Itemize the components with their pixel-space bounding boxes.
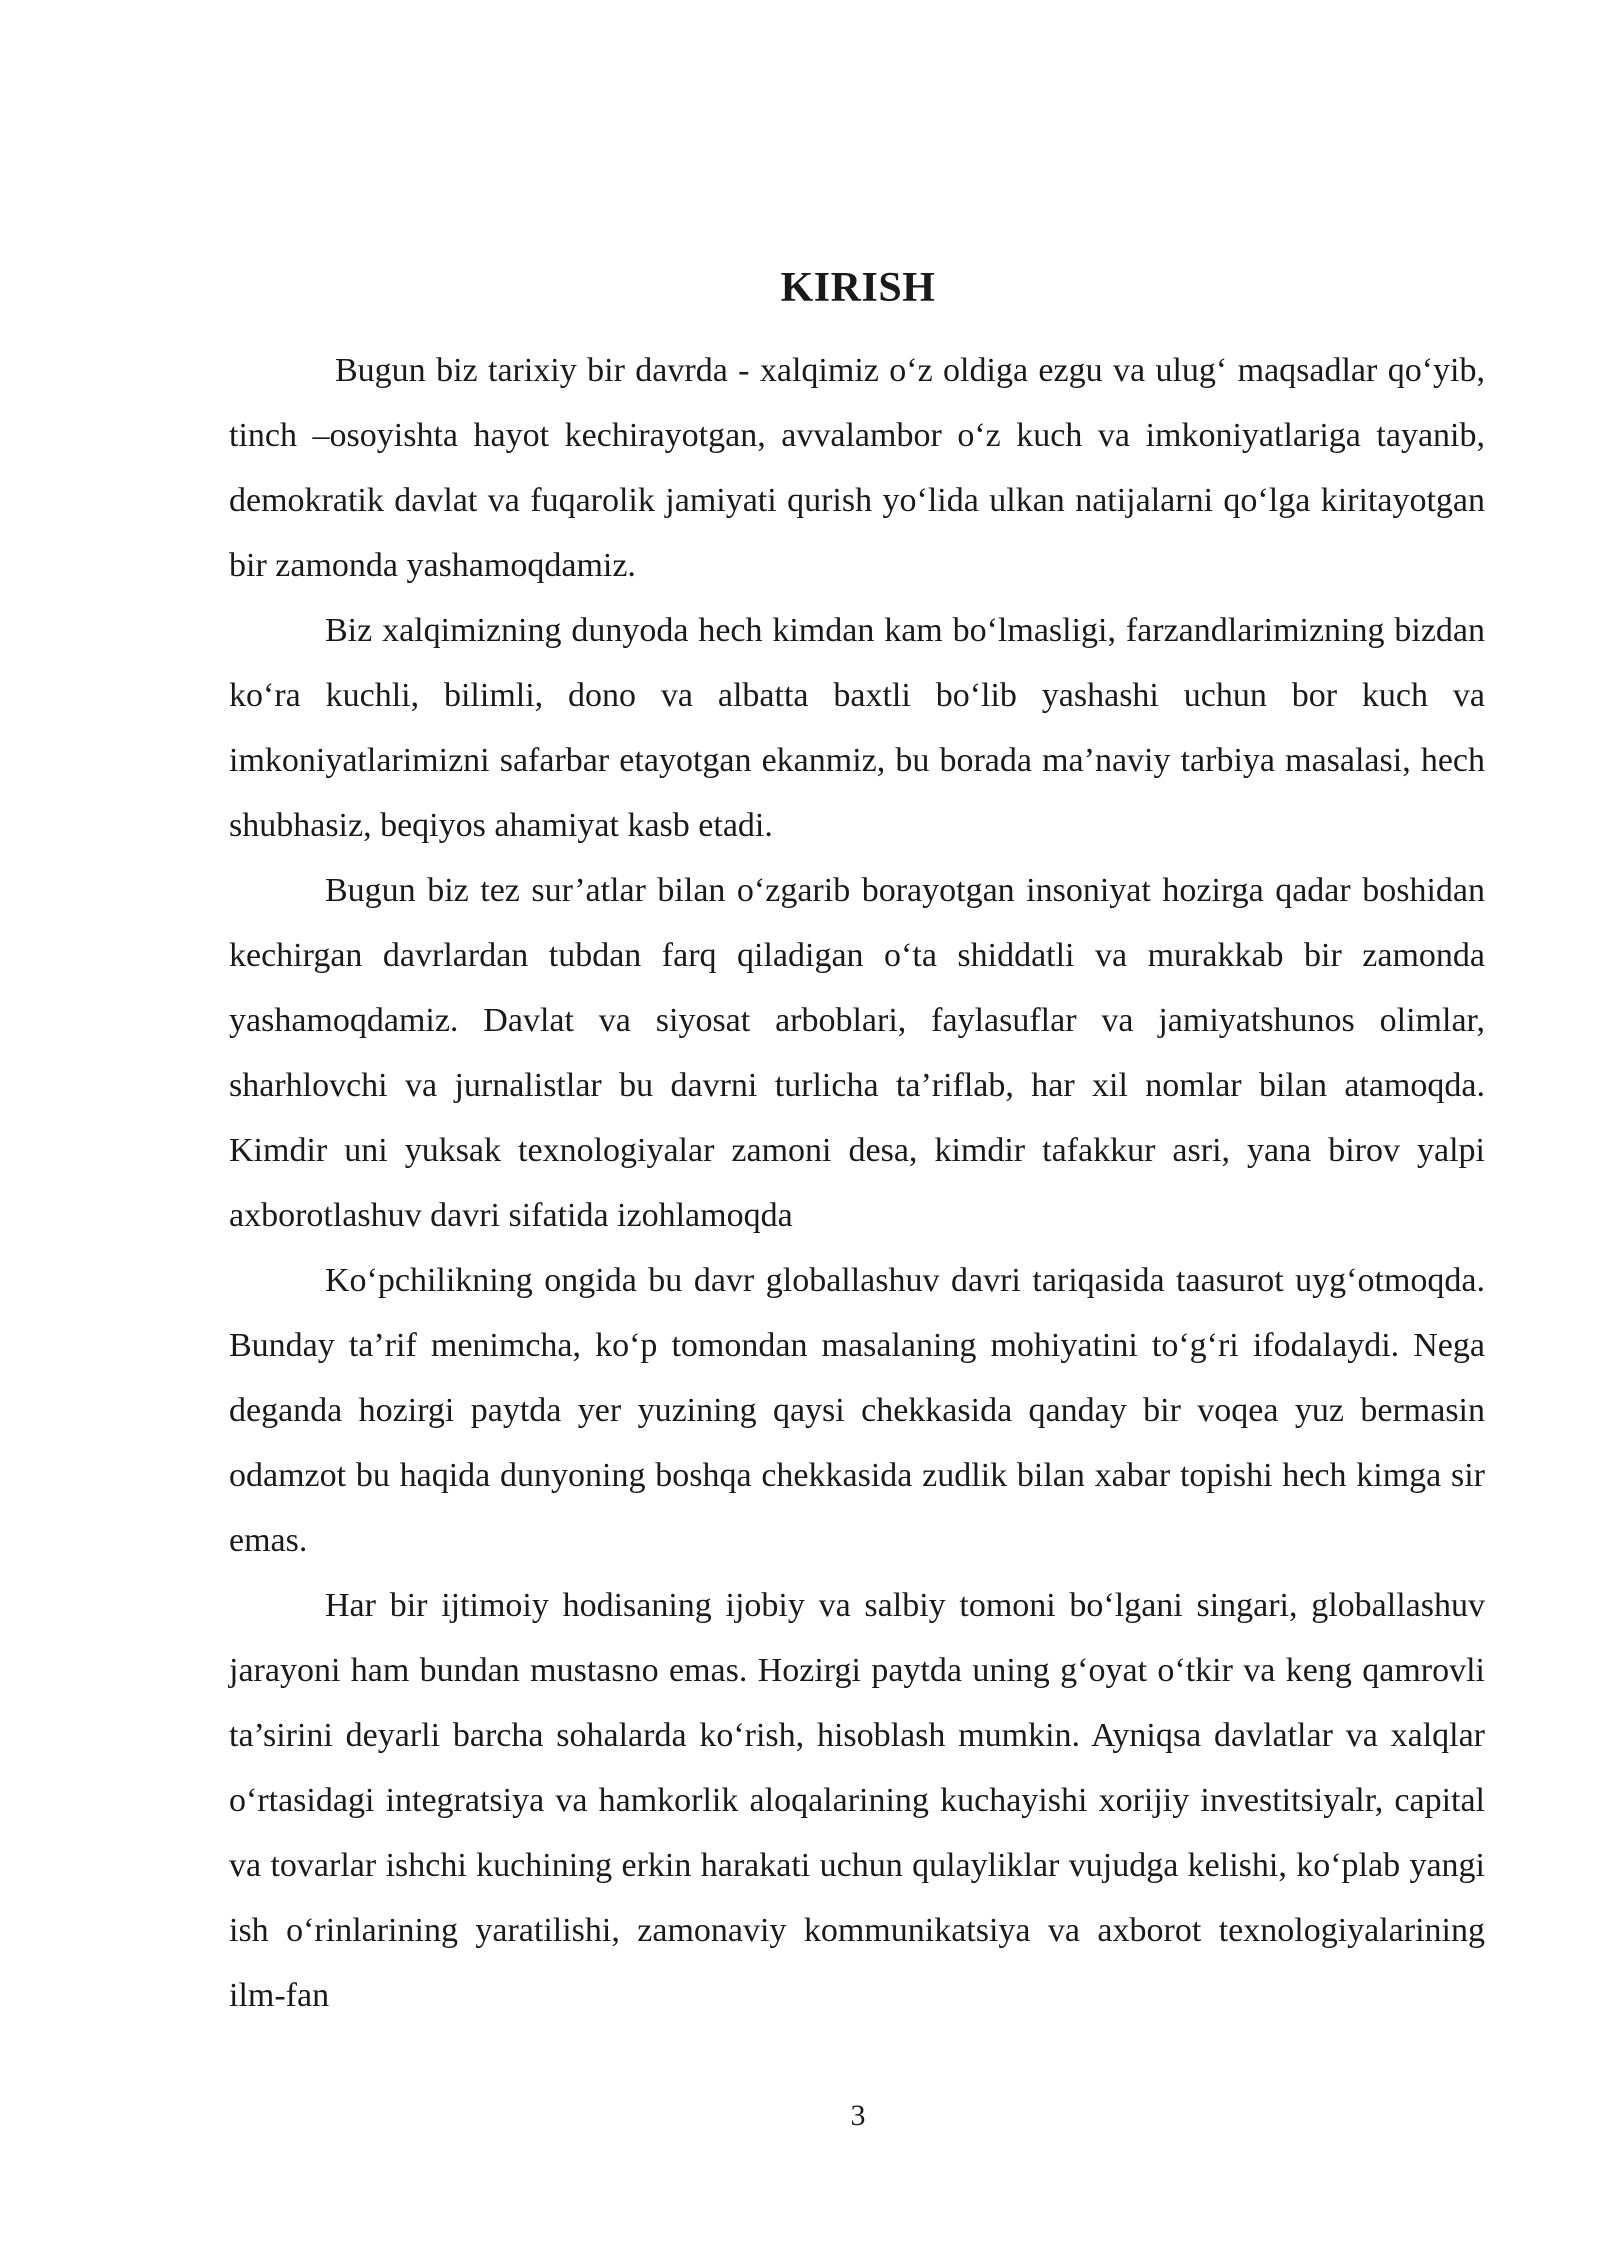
paragraph-5: Har bir ijtimoiy hodisaning ijobiy va salbiy tomoni bo‘lgani singari, globallashuv jarayoni ham bundan mustasno emas. Hozirgi paytda uning g‘oyat o‘tkir va keng qamrovli ta’sirini deyarli barcha sohalarda ko‘rish, hisoblash mumkin. Ayniqsa davlatlar va xalqlar o‘rtasidagi integratsiya va hamkorlik aloqalarining kuchayishi xorijiy investitsiyalr, capital va tovarlar ishchi kuchining erkin harakati uchun qulayliklar vujudga kelishi, ko‘plab yangi ish o‘rinlarining yaratilishi, zamonaviy kommunikatsiya va axborot texnologiyalarining ilm-fan bbox=[229, 1587, 1485, 2014]
body-text bbox=[229, 338, 1485, 2028]
paragraph-2: Biz xalqimizning dunyoda hech kimdan kam bo‘lmasligi, farzandlarimizning bizdan ko‘ra kuchli, bilimli, dono va albatta baxtli bo‘lib yashashi uchun bor kuch va imkoniyatlarimizni safarbar etayotgan ekanmiz, bu borada ma’naviy tarbiya masalasi, hech shubhasiz, beqiyos ahamiyat kasb etadi. bbox=[229, 612, 1485, 844]
paragraph-3: Bugun biz tez sur’atlar bilan o‘zgarib borayotgan insoniyat hozirga qadar boshidan kechirgan davrlardan tubdan farq qiladigan o‘ta shiddatli va murakkab bir zamonda yashamoqdamiz. Davlat va siyosat arboblari, faylasuflar va jamiyatshunos olimlar, sharhlovchi va jurnalistlar bu davrni turlicha ta’riflab, har xil nomlar bilan atamoqda. Kimdir uni yuksak texnologiyalar zamoni desa, kimdir tafakkur asri, yana birov yalpi axborotlashuv davri sifatida izohlamoqda bbox=[229, 872, 1485, 1234]
page-title: KIRISH bbox=[780, 265, 936, 311]
page-number: 3 bbox=[850, 2099, 866, 2132]
paragraph-4: Ko‘pchilikning ongida bu davr globallashuv davri tariqasida taasurot uyg‘otmoqda. Bunday ta’rif menimcha, ko‘p tomondan masalaning mohiyatini to‘g‘ri ifodalaydi. Nega deganda hozirgi paytda yer yuzining qaysi chekkasida qanday bir voqea yuz bermasin odamzot bu haqida dunyoning boshqa chekkasida zudlik bilan xabar topishi hech kimga sir emas. bbox=[229, 1262, 1485, 1559]
paragraph-1: Bugun biz tarixiy bir davrda - xalqimiz o‘z oldiga ezgu va ulug‘ maqsadlar qo‘yib, tinch –osoyishta hayot kechirayotgan, avvalambor o‘z kuch va imkoniyatlariga tayanib, demokratik davlat va fuqarolik jamiyati qurish yo‘lida ulkan natijalarni qo‘lga kiritayotgan bir zamonda yashamoqdamiz. bbox=[229, 352, 1485, 584]
